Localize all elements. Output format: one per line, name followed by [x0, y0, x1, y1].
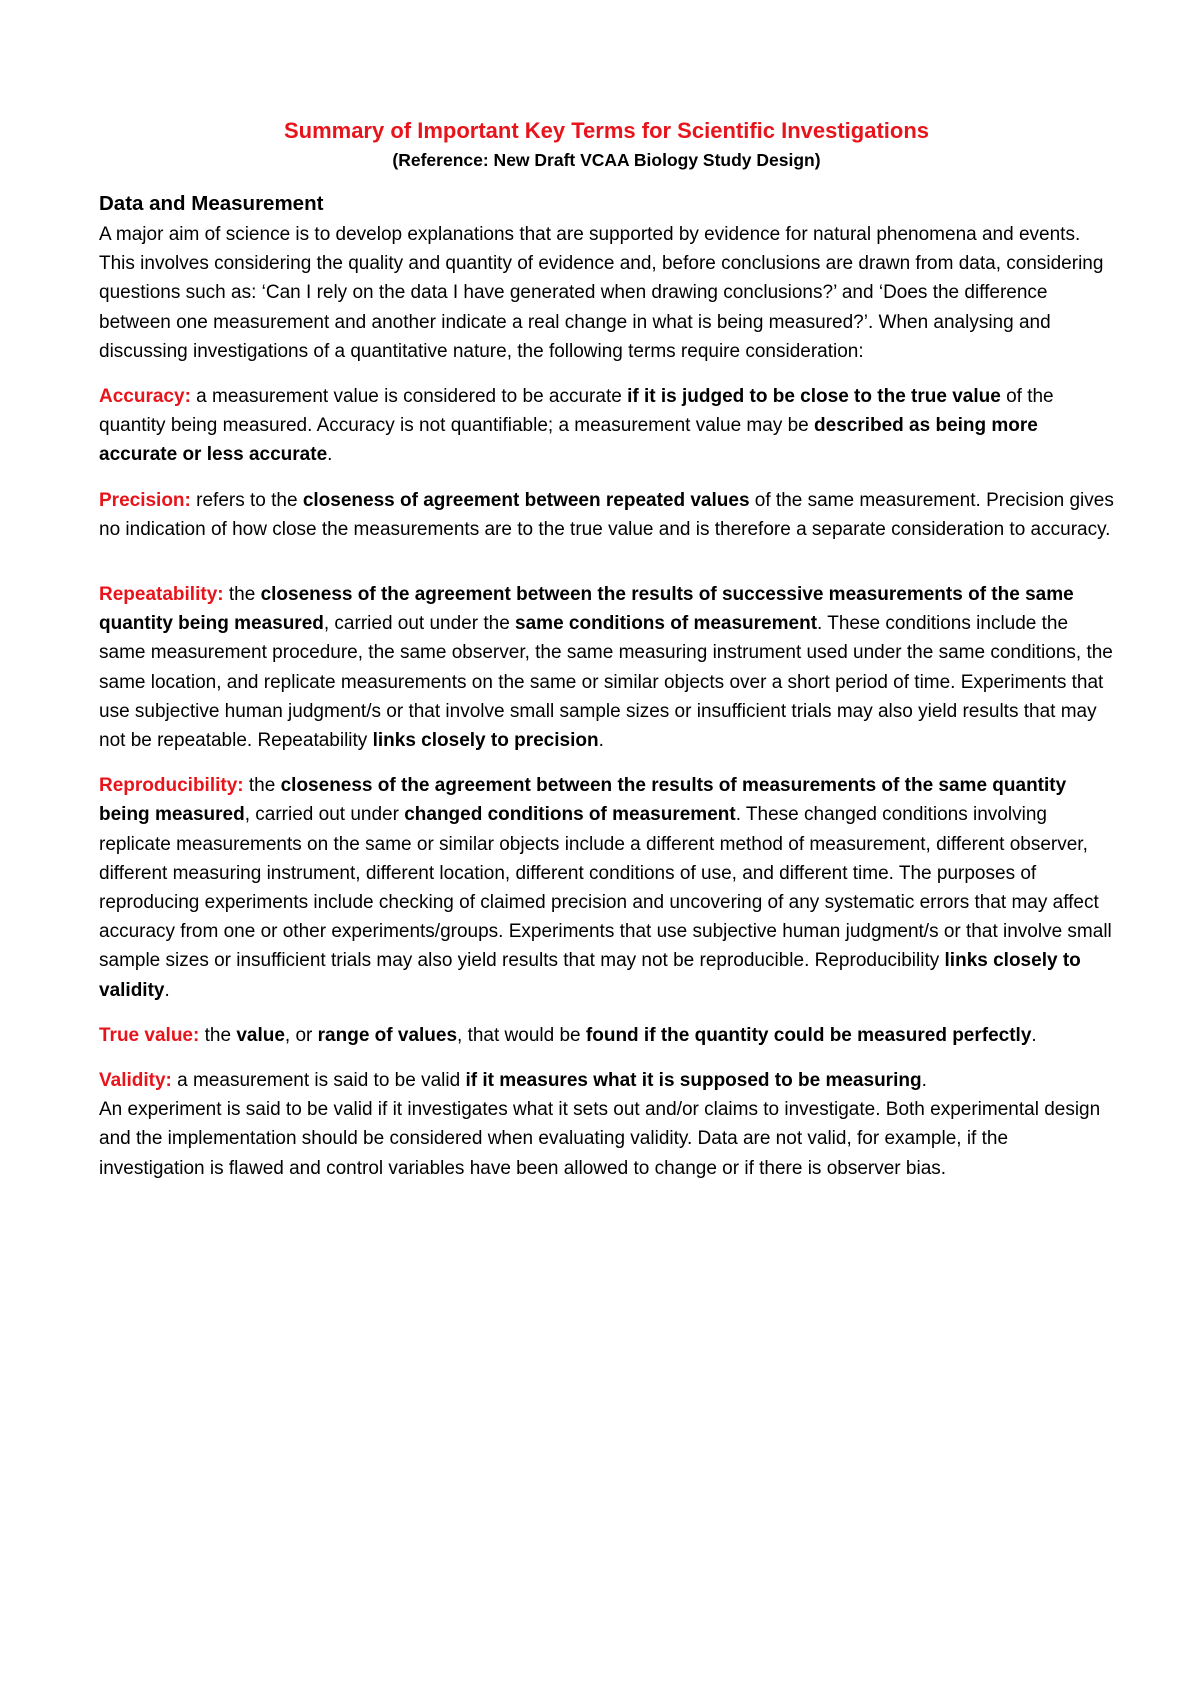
document-title: Summary of Important Key Terms for Scientific Investigations [283, 118, 930, 143]
term-label: Accuracy: [99, 386, 191, 408]
term-label: Repeatability: [99, 584, 224, 606]
document-subtitle: (Reference: New Draft VCAA Biology Study Design) [392, 150, 821, 170]
term-label: True value: [99, 1024, 200, 1046]
term-label: Precision: [99, 489, 191, 511]
term-label: Validity: [99, 1070, 172, 1092]
term-label: Reproducibility: [99, 775, 244, 797]
accuracy-paragraph: Accuracy: a measurement value is considered to be accurate if it is judged to be close to the true value of the quantity being measured. Accuracy is not quantifiable; a measurement value may be described as being more accurate or less accurate. [99, 386, 1054, 466]
repeatability-paragraph: Repeatability: the closeness of the agreement between the results of successive measurements of the same quantity being measured, carried out under the same conditions of measurement. These conditions include the same measurement procedure, the same observer, the same measuring instrument used under the same conditions, the same location, and replicate measurements on the same or similar objects over a short period of time. Experiments that use subjective human judgment/s or that involve small sample sizes or insufficient trials may also yield results that may not be repeatable. Repeatability links closely to precision. [99, 584, 1113, 752]
precision-paragraph: Precision: refers to the closeness of agreement between repeated values of the same measurement. Precision gives no indication of how close the measurements are to the true value and is therefore a separate consideration to accuracy. [99, 489, 1114, 540]
true-value-paragraph: True value: the value, or range of values, that would be found if the quantity could be measured perfectly. [99, 1024, 1037, 1046]
validity-continuation: An experiment is said to be valid if it investigates what it sets out and/or claims to investigate. Both experimental design and the implementation should be considered when evaluating validity. Data are not valid, for example, if the investigation is flawed and control variables have been allowed to change or if there is observer bias. [99, 1099, 1101, 1179]
document-page [99, 116, 1114, 1183]
section-heading: Data and Measurement [99, 192, 324, 215]
reproducibility-paragraph: Reproducibility: the closeness of the agreement between the results of measurements of the same quantity being measured, carried out under changed conditions of measurement. These changed conditions involving replicate measurements on the same or similar objects include a different method of measurement, different observer, different measuring instrument, different location, different conditions of use, and different time. The purposes of reproducing experiments include checking of claimed precision and uncovering of any systematic errors that may affect accuracy from one or other experiments/groups. Experiments that use subjective human judgment/s or that involve small sample sizes or insufficient trials may also yield results that may not be reproducible. Reproducibility links closely to validity. [99, 775, 1112, 1001]
validity-paragraph: Validity: a measurement is said to be valid if it measures what it is supposed to be measuring. [99, 1070, 927, 1092]
intro-paragraph: A major aim of science is to develop explanations that are supported by evidence for natural phenomena and events. This involves considering the quality and quantity of evidence and, before conclusions are drawn from data, considering questions such as: ‘Can I rely on the data I have generated when drawing conclusions?’ and ‘Does the difference between one measurement and another indicate a real change in what is being measured?’. When analysing and discussing investigations of a quantitative nature, the following terms require consideration: [99, 224, 1104, 362]
